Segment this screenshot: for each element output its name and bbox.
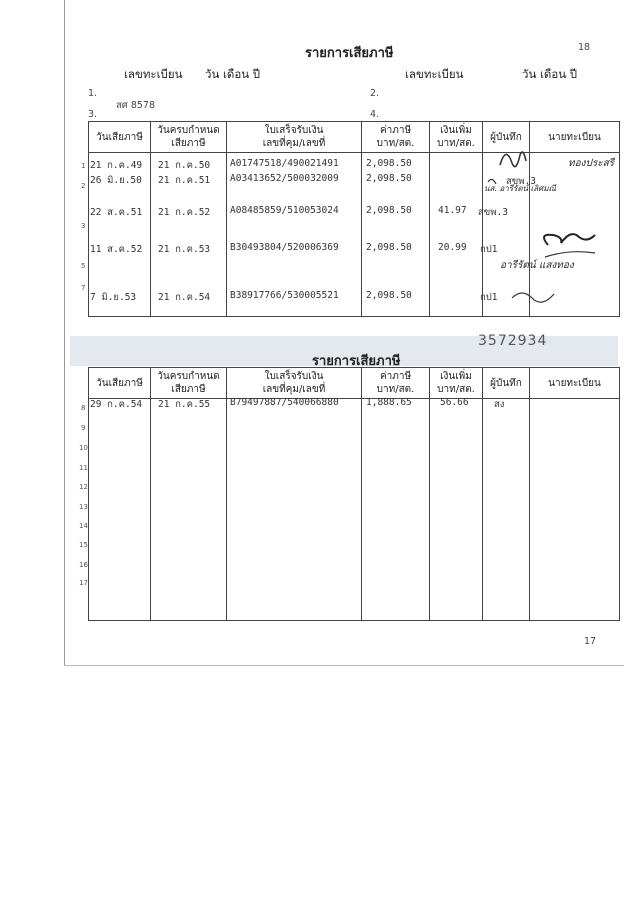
cell-tax-date: 7 มิ.ย.53: [90, 292, 137, 303]
reg-entry-2-number: 2.: [370, 88, 380, 99]
cell-tax: 2,098.50: [366, 242, 412, 253]
reg-header-right: เลขทะเบียน: [405, 67, 464, 81]
cell-due-date: 21 ก.ค.51: [158, 175, 211, 186]
cell-receipt: A08485859/510053024: [230, 205, 339, 216]
page-number-bottom: 17: [584, 636, 597, 647]
cell-recorder: สขพ.3: [478, 207, 508, 218]
row-number: 3: [81, 222, 86, 230]
header-tax: ค่าภาษี บาท/สต.: [362, 122, 430, 153]
row-number: 16: [79, 561, 88, 569]
header-surcharge: เงินเพิ่ม บาท/สต.: [430, 368, 483, 399]
reg-entry-3-number: 3.: [88, 109, 98, 120]
cell-recorder: กป1: [480, 244, 498, 255]
reg-header-left: เลขทะเบียน: [124, 67, 183, 81]
cell-tax: 1,888.65: [366, 397, 412, 408]
cell-tax-date: 29 ก.ค.54: [90, 399, 143, 410]
page-number-top: 18: [578, 42, 591, 53]
header-receipt: ใบเสร็จรับเงิน เลขที่คุม/เลขที่: [227, 368, 362, 399]
cell-tax: 2,098.50: [366, 158, 412, 169]
date-header-left: วัน เดือน ปี: [205, 67, 261, 81]
signature-name-a: ทองประสรี: [568, 158, 615, 169]
row-number: 17: [79, 579, 88, 587]
cell-surcharge: 41.97: [438, 205, 467, 216]
cell-tax: 2,098.50: [366, 173, 412, 184]
cell-tax-date: 21 ก.ค.49: [90, 160, 143, 171]
cell-receipt: A01747518/490021491: [230, 158, 339, 169]
cell-due-date: 21 ก.ค.54: [158, 292, 211, 303]
reg-entry-1-value: สศ 8578: [116, 100, 156, 111]
section2-title: รายการเสียภาษี: [312, 354, 401, 369]
cell-tax: 2,098.50: [366, 290, 412, 301]
cell-receipt: B30493804/520006369: [230, 242, 339, 253]
reg-entry-1-number: 1.: [88, 88, 98, 99]
cell-due-date: 21 ก.ค.53: [158, 244, 211, 255]
row-number: 1: [81, 162, 86, 170]
page-left-edge: [64, 0, 65, 665]
cell-due-date: 21 ก.ค.55: [158, 399, 211, 410]
row-number: 13: [79, 503, 88, 511]
header-tax-date: วันเสียภาษี: [89, 368, 151, 399]
header-due-date: วันครบกำหนด เสียภาษี: [151, 122, 227, 153]
header-receipt: ใบเสร็จรับเงิน เลขที่คุม/เลขที่: [227, 122, 362, 153]
date-header-right: วัน เดือน ปี: [522, 67, 578, 81]
cell-recorder: สง: [494, 399, 505, 410]
cell-receipt: B79497887/540066880: [230, 397, 339, 408]
cell-surcharge: 56.66: [440, 397, 469, 408]
row-number: 11: [79, 464, 88, 472]
row-number: 5: [81, 262, 86, 270]
header-registrar: นายทะเบียน: [530, 368, 620, 399]
cell-tax-date: 22 ส.ค.51: [90, 207, 143, 218]
cell-recorder: กป1: [480, 292, 498, 303]
header-due-date: วันครบกำหนด เสียภาษี: [151, 368, 227, 399]
cell-due-date: 21 ก.ค.50: [158, 160, 211, 171]
row-number: 8: [81, 404, 86, 412]
header-recorder: ผู้บันทึก: [483, 368, 530, 399]
reg-entry-4-number: 4.: [370, 109, 380, 120]
header-recorder: ผู้บันทึก: [483, 122, 530, 153]
header-tax: ค่าภาษี บาท/สต.: [362, 368, 430, 399]
cell-recorder: สขพ.3: [506, 176, 536, 187]
page-bottom-edge: [64, 665, 624, 666]
header-registrar: นายทะเบียน: [530, 122, 620, 153]
row-number: 9: [81, 424, 86, 432]
cell-receipt: B38917766/530005521: [230, 290, 339, 301]
row-number: 7: [81, 284, 86, 292]
row-number: 15: [79, 541, 88, 549]
cell-due-date: 21 ก.ค.52: [158, 207, 211, 218]
cell-tax-date: 11 ส.ค.52: [90, 244, 143, 255]
row-number: 12: [79, 483, 88, 491]
header-surcharge: เงินเพิ่ม บาท/สต.: [430, 122, 483, 153]
cell-tax-date: 26 มิ.ย.50: [90, 175, 142, 186]
cell-surcharge: 20.99: [438, 242, 467, 253]
stamp-number: 3572934: [478, 333, 548, 349]
signature-name-c: อารีรัตน์ แสงทอง: [500, 260, 574, 271]
cell-receipt: A03413652/500032009: [230, 173, 339, 184]
section1-title: รายการเสียภาษี: [305, 46, 394, 61]
row-number: 2: [81, 182, 86, 190]
signature-name-b: นส. อารีรัตน์ เลิศมณี: [484, 184, 556, 193]
row-number: 14: [79, 522, 88, 530]
header-tax-date: วันเสียภาษี: [89, 122, 151, 153]
row-number: 10: [79, 444, 88, 452]
cell-tax: 2,098.50: [366, 205, 412, 216]
